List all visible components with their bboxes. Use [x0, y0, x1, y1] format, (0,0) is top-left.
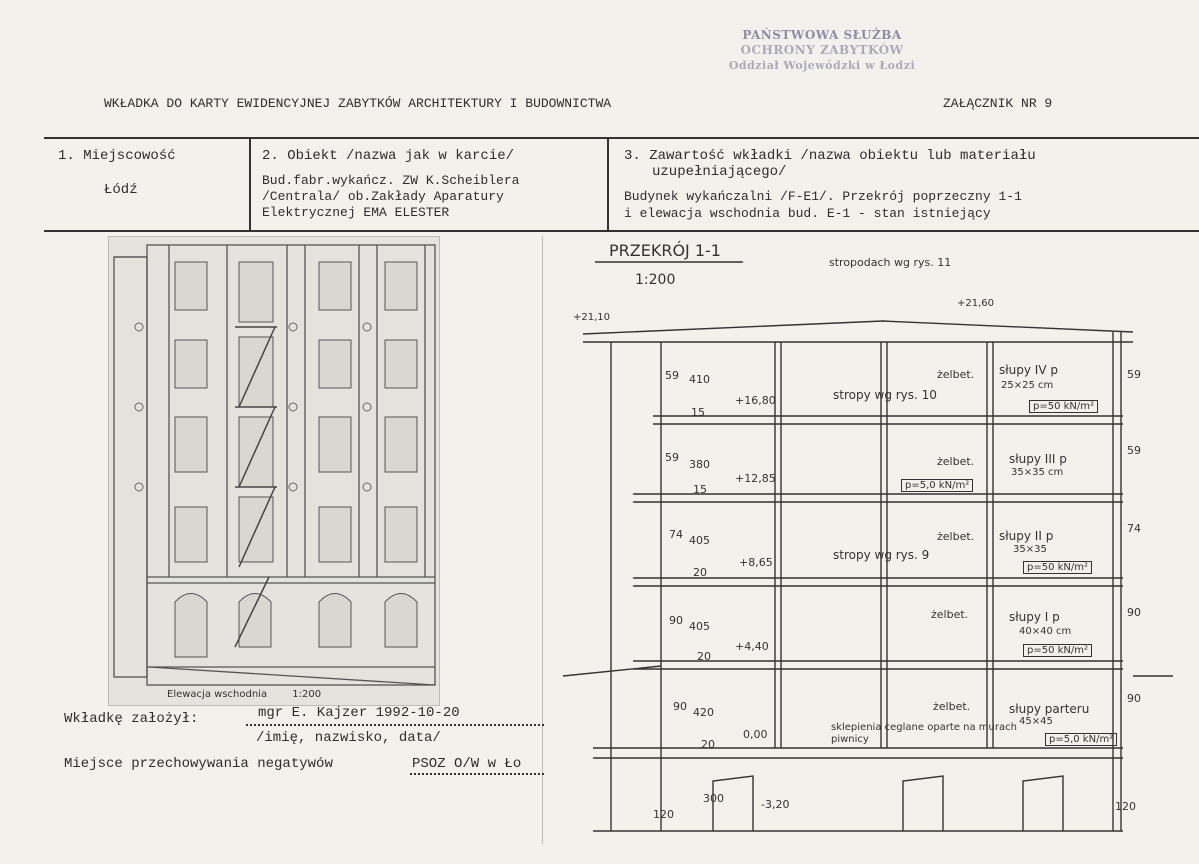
- floor-4-wall: 59: [665, 369, 679, 382]
- basement-height: 300: [703, 792, 724, 805]
- basement-wall-left: 120: [653, 808, 674, 821]
- floor-4-level: +16,80: [735, 394, 776, 407]
- top-note: stropodach wg rys. 11: [829, 256, 952, 269]
- elevation-drawing: [109, 237, 439, 705]
- floor-1-right-dim: 90: [1127, 606, 1141, 619]
- level-top: +21,60: [957, 298, 995, 309]
- table-top-rule: [44, 137, 1199, 139]
- elevation-photo: [108, 236, 440, 706]
- floor-2-height: 405: [689, 534, 710, 547]
- floor-1-wall: 90: [669, 614, 683, 627]
- floor-2-load: p=50 kN/m²: [1023, 561, 1092, 574]
- floor-3-height: 380: [689, 458, 710, 471]
- floor-4-load: p=50 kN/m²: [1029, 400, 1098, 413]
- field-1-value: Łódź: [104, 182, 138, 198]
- floor-3-level: +12,85: [735, 472, 776, 485]
- field-2-line-1: Bud.fabr.wykańcz. ZW K.Scheiblera: [262, 173, 520, 188]
- floor-2-col-size: 35×35: [1013, 544, 1047, 555]
- founded-label: Wkładkę założył:: [64, 711, 199, 727]
- stamp-line-2: OCHRONY ZABYTKÓW: [740, 43, 904, 57]
- floor-0-load: p=5,0 kN/m²: [1045, 733, 1117, 746]
- floor-4-note: stropy wg rys. 10: [833, 388, 937, 402]
- table-divider-1: [249, 137, 251, 232]
- level-left-top: +21,10: [573, 312, 611, 323]
- floor-4-column: słupy IV p: [999, 363, 1058, 377]
- floor-3-material: żelbet.: [937, 455, 975, 468]
- floor-0-right-dim: 90: [1127, 692, 1141, 705]
- field-1-label: 1. Miejscowość: [58, 148, 176, 164]
- field-3-line-2: i elewacja wschodnia bud. E-1 - stan istniejący: [624, 206, 991, 221]
- floor-4-slab: 15: [691, 406, 705, 419]
- floor-1-load: p=50 kN/m²: [1023, 644, 1092, 657]
- field-2-line-2: /Centrala/ ob.Zakłady Aparatury: [262, 189, 504, 204]
- founded-dotted-line: [246, 724, 544, 726]
- annex-number: ZAŁĄCZNIK NR 9: [943, 96, 1053, 111]
- floor-4-height: 410: [689, 373, 710, 386]
- floor-2-slab: 20: [693, 566, 707, 579]
- floor-3-wall: 59: [665, 451, 679, 464]
- section-svg: [543, 236, 1183, 840]
- floor-1-col-size: 40×40 cm: [1019, 626, 1072, 637]
- floor-4-material: żelbet.: [937, 368, 975, 381]
- section-title: PRZEKRÓJ 1-1: [609, 241, 721, 260]
- floor-1-level: +4,40: [735, 640, 769, 653]
- storage-label: Miejsce przechowywania negatywów: [64, 756, 333, 772]
- floor-1-height: 405: [689, 620, 710, 633]
- section-scale: 1:200: [635, 272, 676, 288]
- floor-0-column: słupy parteru: [1009, 702, 1090, 716]
- floor-0-height: 420: [693, 706, 714, 719]
- floor-2-right-dim: 74: [1127, 522, 1141, 535]
- form-title: WKŁADKA DO KARTY EWIDENCYJNEJ ZABYTKÓW ARCHITEKTURY I BUDOWNICTWA: [104, 96, 612, 111]
- floor-0-wall: 90: [673, 700, 687, 713]
- floor-3-load: p=5,0 kN/m²: [901, 479, 973, 492]
- floor-0-material: żelbet.: [933, 700, 971, 713]
- stamp-line-1: PAŃSTWOWA SŁUŻBA: [742, 28, 902, 42]
- floor-0-slab: 20: [701, 738, 715, 751]
- floor-3-column: słupy III p: [1009, 452, 1067, 466]
- stamp-line-3: Oddział Wojewódzki w Łodzi: [728, 59, 916, 72]
- floor-0-level: 0,00: [743, 728, 768, 741]
- table-bottom-rule: [44, 230, 1199, 232]
- section-drawing: [542, 236, 1199, 844]
- field-3-label-line-2: uzupełniającego/: [652, 164, 787, 180]
- floor-3-right-dim: 59: [1127, 444, 1141, 457]
- storage-dotted-line: [410, 773, 544, 775]
- founded-value: mgr E. Kajzer 1992-10-20: [258, 705, 460, 721]
- floor-2-column: słupy II p: [999, 529, 1054, 543]
- floor-0-col-size: 45×45: [1019, 716, 1053, 727]
- field-3-label-line-1: 3. Zawartość wkładki /nazwa obiektu lub materiału: [624, 148, 1036, 164]
- floor-2-material: żelbet.: [937, 530, 975, 543]
- floor-3-col-size: 35×35 cm: [1011, 467, 1064, 478]
- elevation-caption: [167, 689, 321, 700]
- field-2-label: 2. Obiekt /nazwa jak w karcie/: [262, 148, 515, 164]
- field-2-line-3: Elektrycznej EMA ELESTER: [262, 205, 450, 220]
- field-3-line-1: Budynek wykańczalni /F-E1/. Przekrój poprzeczny 1-1: [624, 189, 1022, 204]
- floor-3-slab: 15: [693, 483, 707, 496]
- floor-4-col-size: 25×25 cm: [1001, 380, 1054, 391]
- founded-hint: /imię, nazwisko, data/: [256, 730, 441, 746]
- elevation-scale: 1:200: [292, 689, 322, 700]
- floor-1-column: słupy I p: [1009, 610, 1060, 624]
- storage-value: PSOZ O/W w Ło: [412, 756, 522, 772]
- basement-level: -3,20: [761, 798, 790, 811]
- floor-2-level: +8,65: [739, 556, 773, 569]
- basement-wall-right: 120: [1115, 800, 1136, 813]
- floor-1-slab: 20: [697, 650, 711, 663]
- floor-2-note: stropy wg rys. 9: [833, 548, 930, 562]
- floor-1-material: żelbet.: [931, 608, 969, 621]
- table-divider-2: [607, 137, 609, 232]
- floor-0-note: sklepienia ceglane oparte na murach piwnicy: [831, 722, 1017, 745]
- floor-4-right-dim: 59: [1127, 368, 1141, 381]
- floor-2-wall: 74: [669, 528, 683, 541]
- institution-stamp: [712, 28, 932, 73]
- elevation-caption-text: Elewacja wschodnia: [167, 689, 268, 700]
